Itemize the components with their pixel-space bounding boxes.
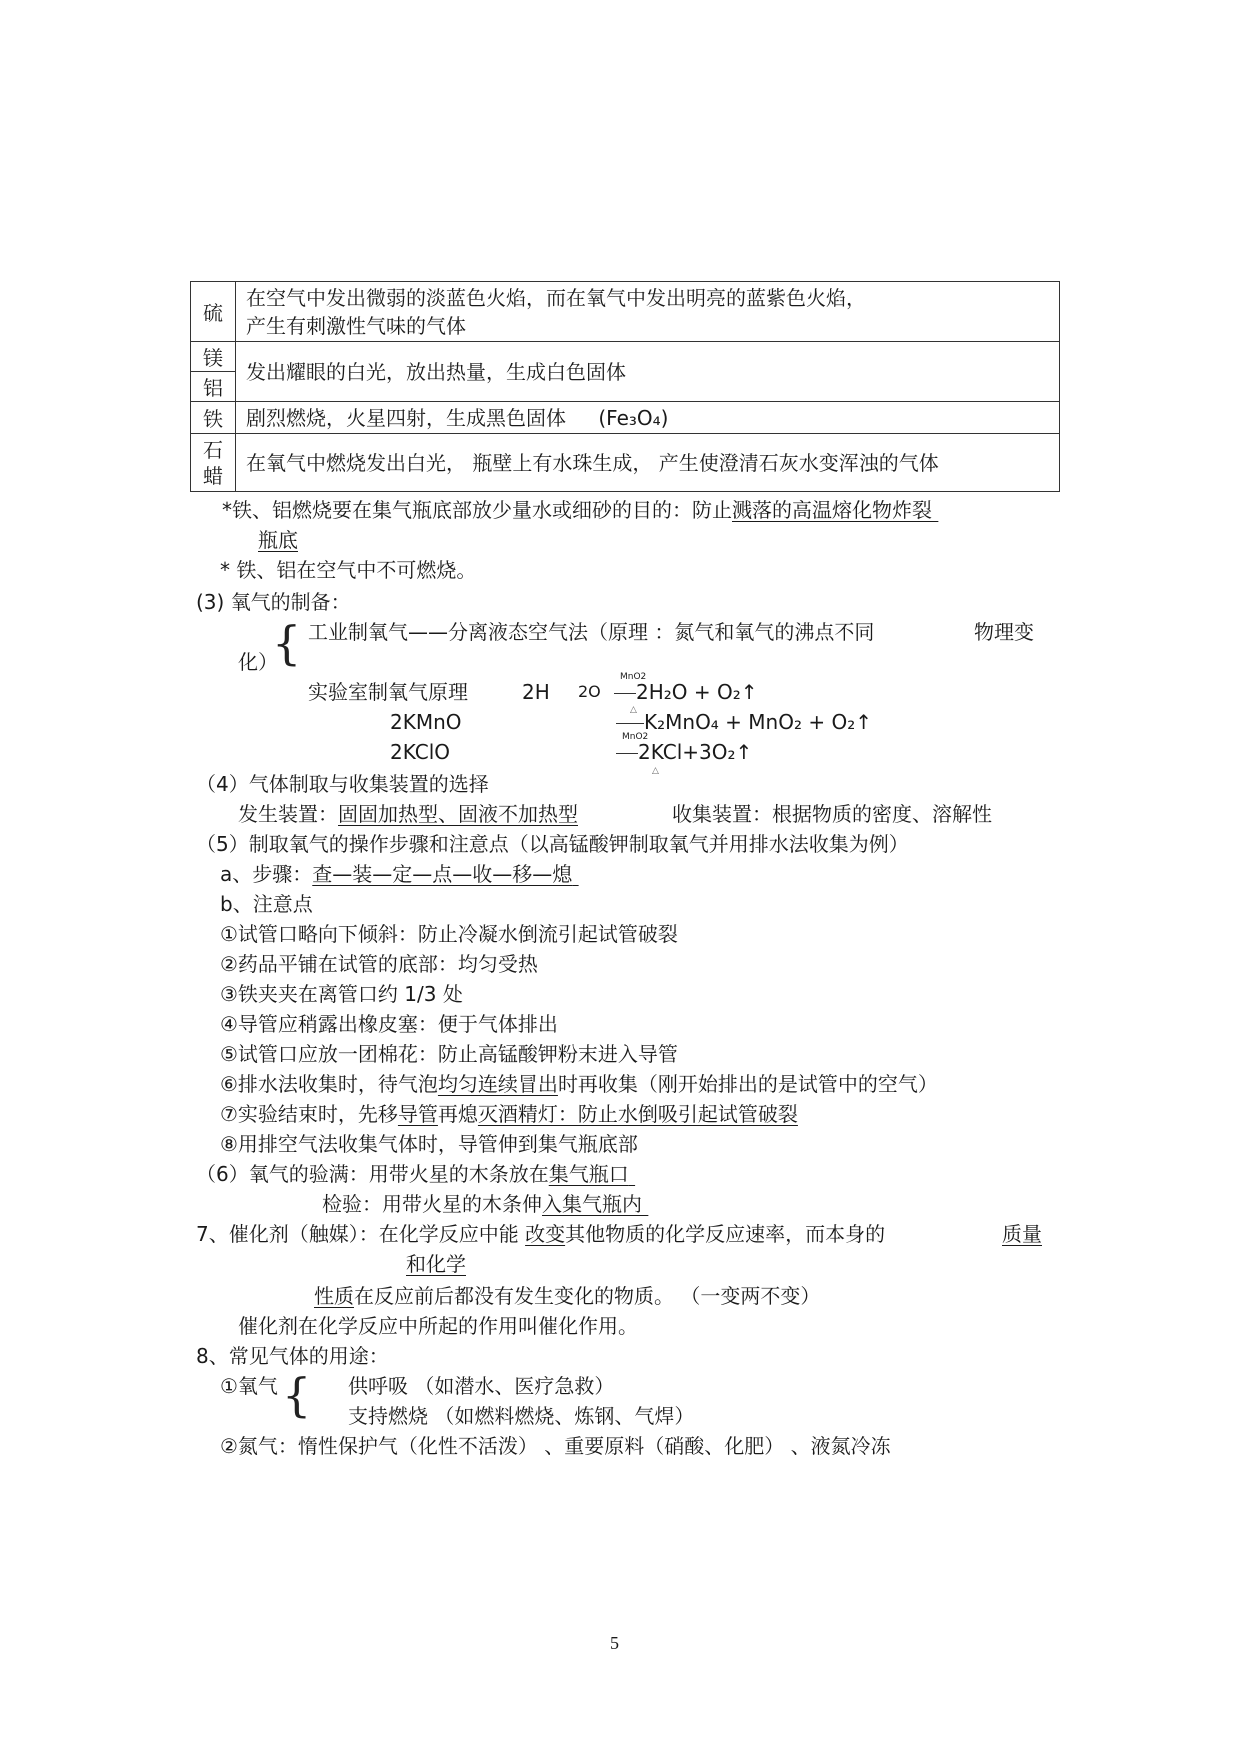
combustion-table — [190, 281, 1060, 492]
note-text: *铁、铝燃烧要在集气瓶底部放少量水或细砂的目的：防止 — [222, 498, 732, 522]
list-item: ③铁夹夹在离管口约 1/3 处 — [220, 982, 463, 1006]
list-item: ⑤试管口应放一团棉花：防止高锰酸钾粉末进入导管 — [220, 1042, 678, 1066]
catalyst-label: MnO2 — [620, 672, 647, 682]
table-row — [191, 342, 1060, 372]
definition-underline: 性质 — [314, 1284, 354, 1308]
section-3-heading: (3) 氧气的制备： — [196, 590, 351, 614]
steps-line — [220, 862, 608, 886]
list-underline: 均匀连续冒出 — [437, 1072, 558, 1096]
description-cell: 在氧气中燃烧发出白光， 瓶壁上有水珠生成， 产生使澄清石灰水变浑浊的气体 — [236, 434, 1060, 492]
table-row — [191, 434, 1060, 492]
description-line: 在空气中发出微弱的淡蓝色火焰，而在氧气中发出明亮的蓝紫色火焰， — [246, 285, 866, 310]
nitrogen-use: ②氮气：惰性保护气（化性不活泼） 、重要原料（硝酸、化肥） 、液氮冷冻 — [220, 1434, 891, 1458]
list-item: ⑧用排空气法收集气体时，导管伸到集气瓶底部 — [220, 1132, 638, 1156]
section-4-heading: （4）气体制取与收集装置的选择 — [196, 772, 489, 796]
element-cell — [191, 434, 236, 492]
element-cell: 硫 — [191, 282, 236, 342]
equation-3-left: 2KClO — [390, 740, 451, 764]
equation-products: 2KCl+3O₂↑ — [638, 740, 753, 764]
description-cell — [236, 282, 1060, 342]
catalyst-definition — [196, 1222, 885, 1246]
full-check-line — [196, 1162, 657, 1186]
full-check-label: （6）氧气的验满：用带火星的木条放在 — [196, 1162, 549, 1186]
description-cell — [236, 402, 1060, 434]
equation-products: 2H₂O + O₂↑ — [636, 680, 758, 704]
description-text: 剧烈燃烧，火星四射，生成黑色固体 — [246, 405, 566, 430]
definition-underline: 和化学 — [406, 1252, 466, 1276]
generator-label: 发生装置： — [238, 802, 338, 826]
generator-value: 固固加热型、固液不加热型 — [338, 802, 578, 826]
blank-underline — [572, 862, 608, 886]
element-char: 石 — [203, 437, 223, 462]
catalyst-definition-cont — [314, 1284, 820, 1308]
note-underline: 溅落的高温熔化物炸裂 — [732, 498, 932, 522]
test-value: 入集气瓶内 — [542, 1192, 642, 1216]
description-line: 产生有刺激性气味的气体 — [246, 313, 466, 338]
heat-icon: △ — [652, 766, 659, 776]
lab-method-label: 实验室制氧气原理 — [308, 680, 468, 704]
list-text: 再熄 — [437, 1102, 478, 1126]
element-cell: 铁 — [191, 402, 236, 434]
collector-line: 收集装置：根据物质的密度、溶解性 — [672, 802, 992, 826]
table-row — [191, 282, 1060, 342]
note-1 — [222, 498, 990, 522]
generator-line — [238, 802, 578, 826]
full-check-value: 集气瓶口 — [548, 1162, 629, 1186]
list-item: ①试管口略向下倾斜：防止冷凝水倒流引起试管破裂 — [220, 922, 678, 946]
section-5-heading: （5）制取氧气的操作步骤和注意点（以高锰酸钾制取氧气并用排水法收集为例） — [196, 832, 909, 856]
note-2: * 铁、铝在空气中不可燃烧。 — [220, 558, 477, 582]
definition-underline: 质量 — [1002, 1222, 1042, 1246]
brace-icon: { — [282, 1368, 312, 1422]
test-label: 检验：用带火星的木条伸 — [322, 1192, 542, 1216]
industrial-method: 工业制氧气——分离液态空气法（原理 ：氮气和氧气的沸点不同 — [308, 620, 875, 644]
formula: (Fe₃O₄) — [598, 405, 669, 430]
test-line — [322, 1192, 666, 1216]
equation-1-left: 2H — [522, 680, 550, 704]
element-char: 蜡 — [203, 463, 223, 488]
oxygen-use: 供呼吸 （如潜水、医疗急救） — [348, 1374, 615, 1398]
blank-underline — [642, 1192, 666, 1216]
list-item — [220, 1102, 798, 1126]
equation-2-left: 2KMnO — [390, 710, 462, 734]
industrial-method-suffix: 物理变 — [974, 620, 1034, 644]
list-underline: 灭酒精灯：防止水倒吸引起试管破裂 — [477, 1102, 798, 1126]
equation-1-mid: 2O — [578, 682, 601, 701]
oxygen-use: 支持燃烧 （如燃料燃烧、炼钢、气焊） — [348, 1404, 695, 1428]
list-text: 时再收集（刚开始排出的是试管中的空气） — [557, 1072, 938, 1096]
description-cell: 发出耀眼的白光，放出热量，生成白色固体 — [236, 342, 1060, 402]
element-cell: 镁 — [191, 342, 236, 372]
steps-value: 查—装—定—点—收—移—熄 — [312, 862, 573, 886]
definition-text: 7、催化剂（触媒）：在化学反应中能 — [196, 1222, 519, 1246]
notes-label: b、注意点 — [220, 892, 313, 916]
list-underline: 导管 — [397, 1102, 438, 1126]
equation-products: K₂MnO₄ + MnO₂ + O₂↑ — [644, 710, 872, 734]
equation-2-right — [616, 710, 872, 734]
list-item — [220, 1072, 938, 1096]
list-text: ⑦实验结束时，先移 — [220, 1102, 398, 1126]
page-number: 5 — [610, 1633, 619, 1653]
section-8-heading: 8、常见气体的用途： — [196, 1344, 389, 1368]
catalysis-note: 催化剂在化学反应中所起的作用叫催化作用。 — [238, 1314, 638, 1338]
equation-3-right — [616, 732, 753, 764]
note-1-cont: 瓶底 — [258, 528, 298, 552]
brace-icon: { — [272, 616, 302, 670]
equation-1-right — [614, 672, 758, 704]
heat-icon: △ — [630, 705, 637, 715]
list-item: ②药品平铺在试管的底部：均匀受热 — [220, 952, 538, 976]
blank-underline — [932, 498, 990, 522]
list-item: ④导管应稍露出橡皮塞：便于气体排出 — [220, 1012, 558, 1036]
definition-text: 在反应前后都没有发生变化的物质。 （一变两不变） — [354, 1284, 821, 1308]
definition-text: 其他物质的化学反应速率，而本身的 — [565, 1222, 886, 1246]
oxygen-label: ①氧气 — [220, 1374, 278, 1398]
blank-underline — [629, 1162, 657, 1186]
element-cell: 铝 — [191, 372, 236, 402]
industrial-method-cont: 化） — [238, 650, 278, 674]
list-text: ⑥排水法收集时，待气泡 — [220, 1072, 438, 1096]
catalyst-label: MnO2 — [622, 732, 649, 742]
definition-underline: 改变 — [525, 1222, 566, 1246]
steps-label: a、步骤： — [220, 862, 313, 886]
table-row — [191, 402, 1060, 434]
